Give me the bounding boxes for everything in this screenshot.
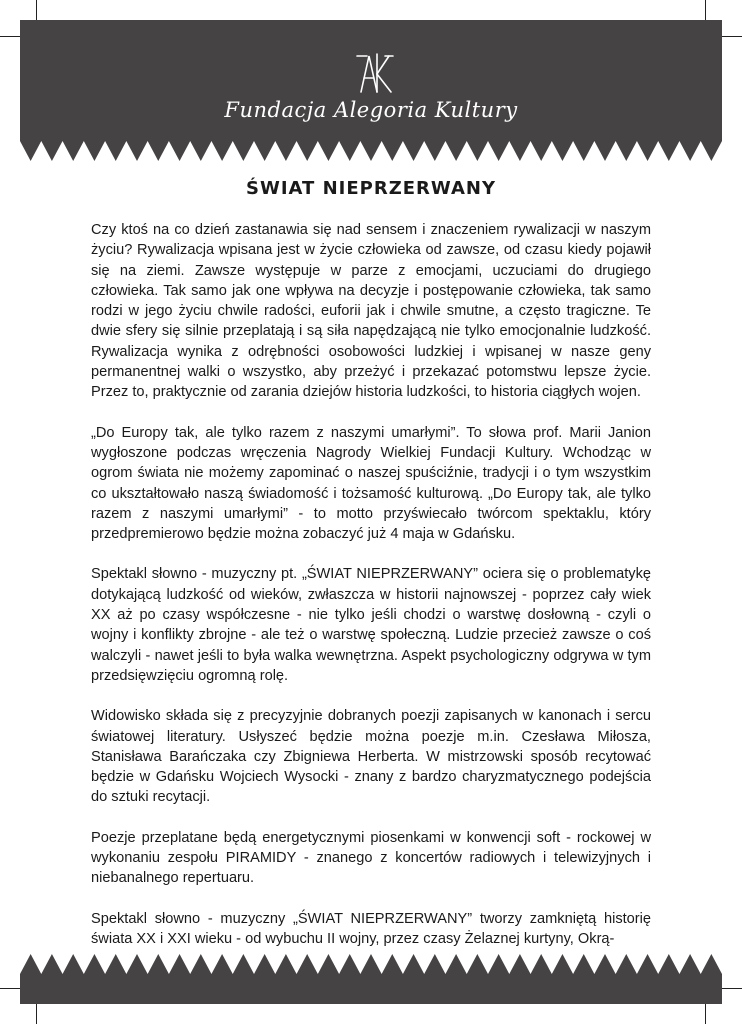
page-title: ŚWIAT NIEPRZERWANY — [246, 178, 496, 199]
paragraph: Czy ktoś na co dzień zastanawia się nad sensem i znaczeniem rywalizacji w naszym życiu? Rywalizacja wpisana jest w życie człowieka od zawsze, od czasu kiedy pojawił się na ziemi. Zawsze występuje w parze z emocjami, uczuciami do drugiego człowieka. Tak samo jak one wpływa na decyzje i postępowanie człowieka, tak samo rodzi w jego życiu chwile radości, euforii jak i chwile smutne, a często tragiczne. Te dwie sfery się silnie przeplatają i są siła napędzającą nie tylko emocjonalnie ludzkość. Rywalizacja wynika z odrębności osobowości ludzkiej i wpisanej w nasze geny permanentnej walki o wszystko, aby przeżyć i przekazać potomstwu lepsze życie. Przez to, praktycznie od zarania dziejów historia ludzkości, to historia ciągłych wojen. — [91, 222, 651, 401]
paragraph: Widowisko składa się z precyzyjnie dobranych poezji zapisanych w kanonach i sercu światowej literatury. Usłyszeć będzie można poezje m.in. Czesława Miłosza, Stanisława Barańczaka czy Zbigniewa Herberta. W mistrzowski sposób recytować będzie w Gdańsku Wojciech Wysocki - znany z bardzo charyzmatycznego podejścia do sztuki recytacji. — [91, 708, 651, 806]
zigzag-teeth — [20, 954, 722, 976]
paragraph: Spektakl słowno - muzyczny pt. „ŚWIAT NIEPRZERWANY” ociera się o problematykę dotykającą ludzkość od wieków, zwłaszcza w historii najnowszej - poprzez cały wiek XX aż po czasy współczesne - nie tylko jeśli chodzi o warstwę dosłowną - czyli o wojny i konflikty zbrojne - ale też o warstwę społeczną. Ludzie przecież zawsze o coś walczyli - nawet jeśli to była walka wewnętrzna. Aspekt psychologiczny odgrywa w tym przedsięwzięciu ogromną rolę. — [91, 566, 651, 684]
crop-mark — [36, 0, 37, 20]
crop-mark — [0, 988, 20, 989]
crop-mark — [0, 36, 20, 37]
crop-mark — [705, 0, 706, 20]
foundation-logo-icon — [331, 48, 411, 98]
paragraph: Poezje przeplatane będą energetycznymi piosenkami w konwencji soft - rockowej w wykonaniu zespołu PIRAMIDY - znanego z koncertów radiowych i telewizyjnych i niebanalnego repertuaru. — [91, 829, 651, 887]
foundation-name: Fundacja Alegoria Kultury — [224, 98, 518, 122]
header-zigzag-edge — [20, 139, 722, 163]
footer-zigzag-edge — [20, 952, 722, 976]
article-body — [91, 220, 651, 969]
crop-mark — [722, 988, 742, 989]
paragraph: Spektakl słowno - muzyczny „ŚWIAT NIEPRZERWANY” tworzy zamkniętą historię świata XX i XXI wieku - od wybuchu II wojny, przez czasy Żelaznej kurtyny, Okrą- — [91, 910, 651, 947]
crop-mark — [36, 1004, 37, 1024]
footer-band — [20, 975, 722, 1004]
zigzag-teeth — [20, 139, 722, 161]
crop-mark — [705, 1004, 706, 1024]
crop-mark — [722, 36, 742, 37]
paragraph: „Do Europy tak, ale tylko razem z naszymi umarłymi”. To słowa prof. Marii Janion wygłoszone podczas wręczenia Nagrody Wielkiej Fundacji Kultury. Wchodząc w ogrom świata nie możemy zapominać o naszej spuściźnie, tradycji i o tym wszystkim co ukształtowało naszą świadomość i tożsamość kulturową. „Do Europy tak, ale tylko razem z naszymi umarłymi” - to motto przyświecało twórcom spektaklu, który przedpremierowo będzie można zobaczyć już 4 maja w Gdańsku. — [91, 424, 651, 543]
